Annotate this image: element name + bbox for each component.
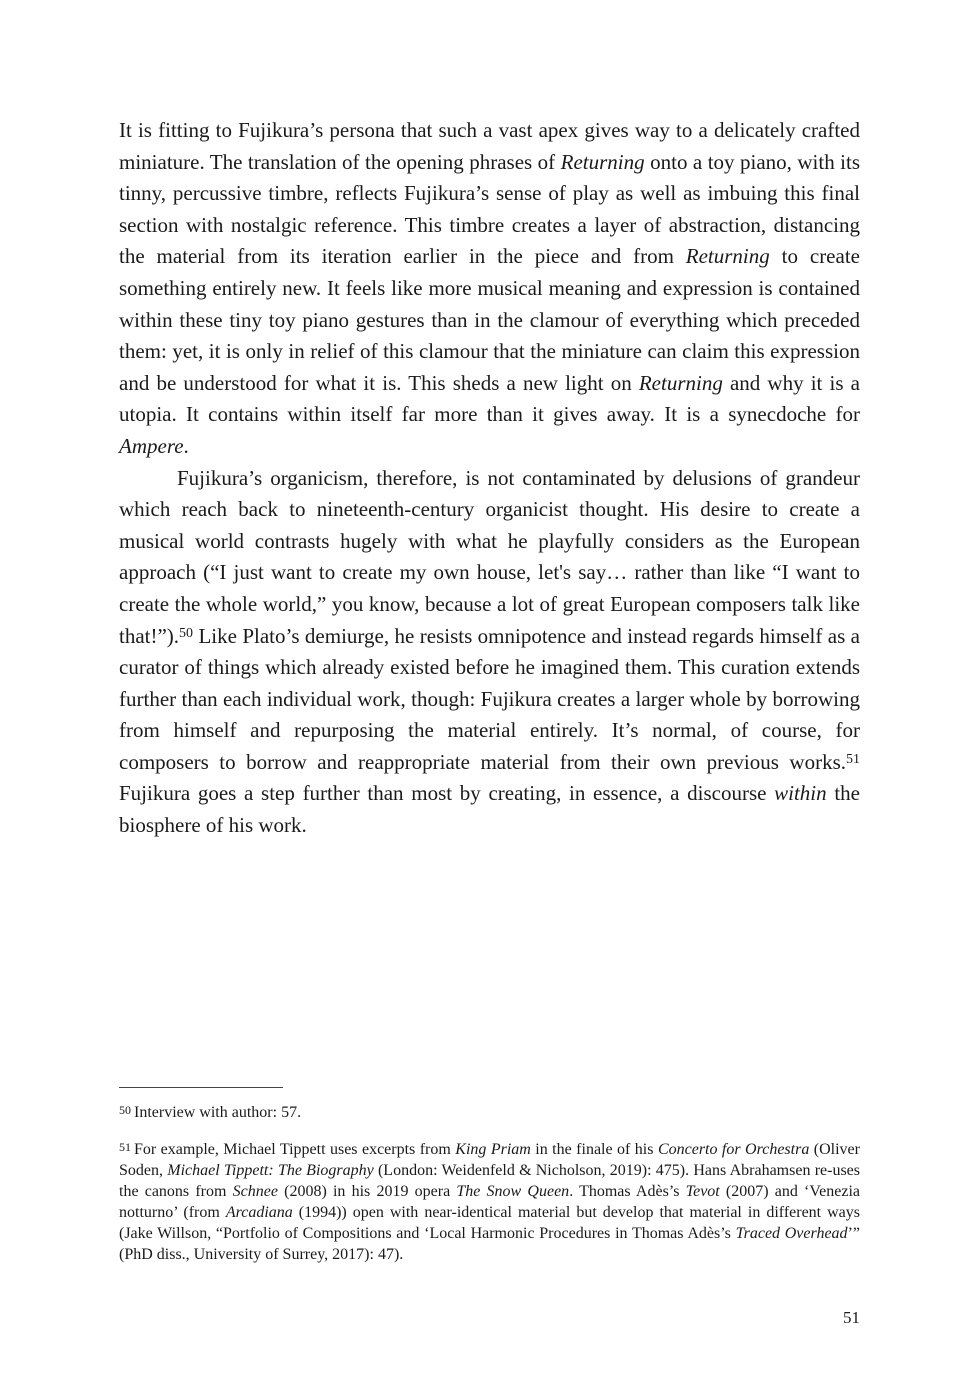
text-run: . Thomas Adès’s (569, 1183, 686, 1200)
footnotes (119, 1100, 860, 1279)
page-number: 51 (843, 1308, 860, 1327)
footnote-50 (119, 1100, 860, 1123)
italic-title: Michael Tippett: The Biography (167, 1162, 374, 1179)
italic-title: Arcadiana (225, 1204, 293, 1221)
italic-title: Returning (638, 370, 723, 395)
italic-title: Concerto for Orchestra (657, 1141, 810, 1158)
footnote-number: 50 (119, 1103, 131, 1117)
text-run: to create something entirely new. It feels like more musical meaning and expression is contained within these tiny toy piano gestures than in the clamour of everything which preceded them: yet, it is only in relief of this clamour that the miniature can claim this expression and be understood for what it is. This sheds a new light on (119, 244, 860, 395)
text-run: onto a toy piano, with its tinny, percussive timbre, reflects Fujikura’s sense of play as well as imbuing this final section with nostalgic reference. This timbre creates a layer of abstraction, distancing the material from its iteration earlier in the piece and from (119, 149, 860, 269)
italic-title: Returning (560, 149, 645, 174)
text-run: Like Plato’s demiurge, he resists omnipotence and instead regards himself as a curator of things which already existed before he imagined them. This curation extends further than each individual work, though: Fujikura creates a larger whole by borrowing from himself and repurposing the material entirely. It’s normal, of course, for composers to borrow and reappropriate material from their own previous works. (119, 623, 860, 774)
footnote-reference-50[interactable]: 50 (179, 625, 194, 641)
footnote-reference-51[interactable]: 51 (846, 751, 860, 767)
footnote-number: 51 (119, 1140, 131, 1154)
text-run: Fujikura’s organicism, therefore, is not contaminated by delusions of grandeur which reach back to nineteenth-century organicist thought. His desire to create a musical world contrasts hugely with what he playfully considers as the European approach (“I just want to create my own house, let's say… rather than like “I want to create the whole world,” you know, because a lot of great European composers talk like that!”). (119, 465, 860, 648)
text-run: (London: Weidenfeld & Nicholson, 2019): 475). Hans Abrahamsen re-uses the canons from (119, 1162, 861, 1200)
footnote-text: Interview with author: 57. (134, 1104, 302, 1121)
text-run: (Oliver Soden, (119, 1141, 860, 1179)
italic-title: Tevot (685, 1183, 720, 1200)
text-run: in the finale of his (530, 1141, 658, 1158)
italic-title: Returning (685, 244, 770, 269)
text-run: . (183, 433, 189, 458)
paragraph-1 (119, 115, 860, 463)
text-run: It is fitting to Fujikura’s persona that such a vast apex gives way to a delicately crafted miniature. The translation of the opening phrases of (119, 118, 860, 174)
text-run: Fujikura goes a step further than most by creating, in essence, a discourse (119, 781, 775, 806)
italic-title: Schnee (232, 1183, 278, 1200)
text-run: (1994)) open with near-identical material but develop that material in different ways (Jake Willson, “Portfolio of Compositions and ‘Local Harmonic Procedures in Thomas Adès’s (119, 1204, 861, 1242)
text-run: (2007) and ‘Venezia notturno’ (from (119, 1183, 861, 1221)
body-text (119, 115, 860, 842)
footnote-separator (119, 1087, 283, 1088)
footnote-51 (119, 1137, 860, 1265)
italic-title: Ampere (119, 433, 184, 458)
text-run: and why it is a utopia. It contains within itself far more than it gives away. It is a synecdoche for (119, 370, 860, 427)
italic-title: The Snow Queen (456, 1183, 570, 1200)
paragraph-2 (119, 463, 860, 842)
italic-emphasis: within (774, 781, 827, 806)
text-run: the biosphere of his work. (119, 781, 860, 838)
text-run: ’” (PhD diss., University of Surrey, 2017): 47). (119, 1225, 860, 1263)
text-run: (2008) in his 2019 opera (277, 1183, 457, 1200)
italic-title: King Priam (455, 1141, 531, 1158)
italic-title: Traced Overhead (735, 1225, 848, 1242)
text-run: For example, Michael Tippett uses excerpts from (134, 1141, 456, 1158)
